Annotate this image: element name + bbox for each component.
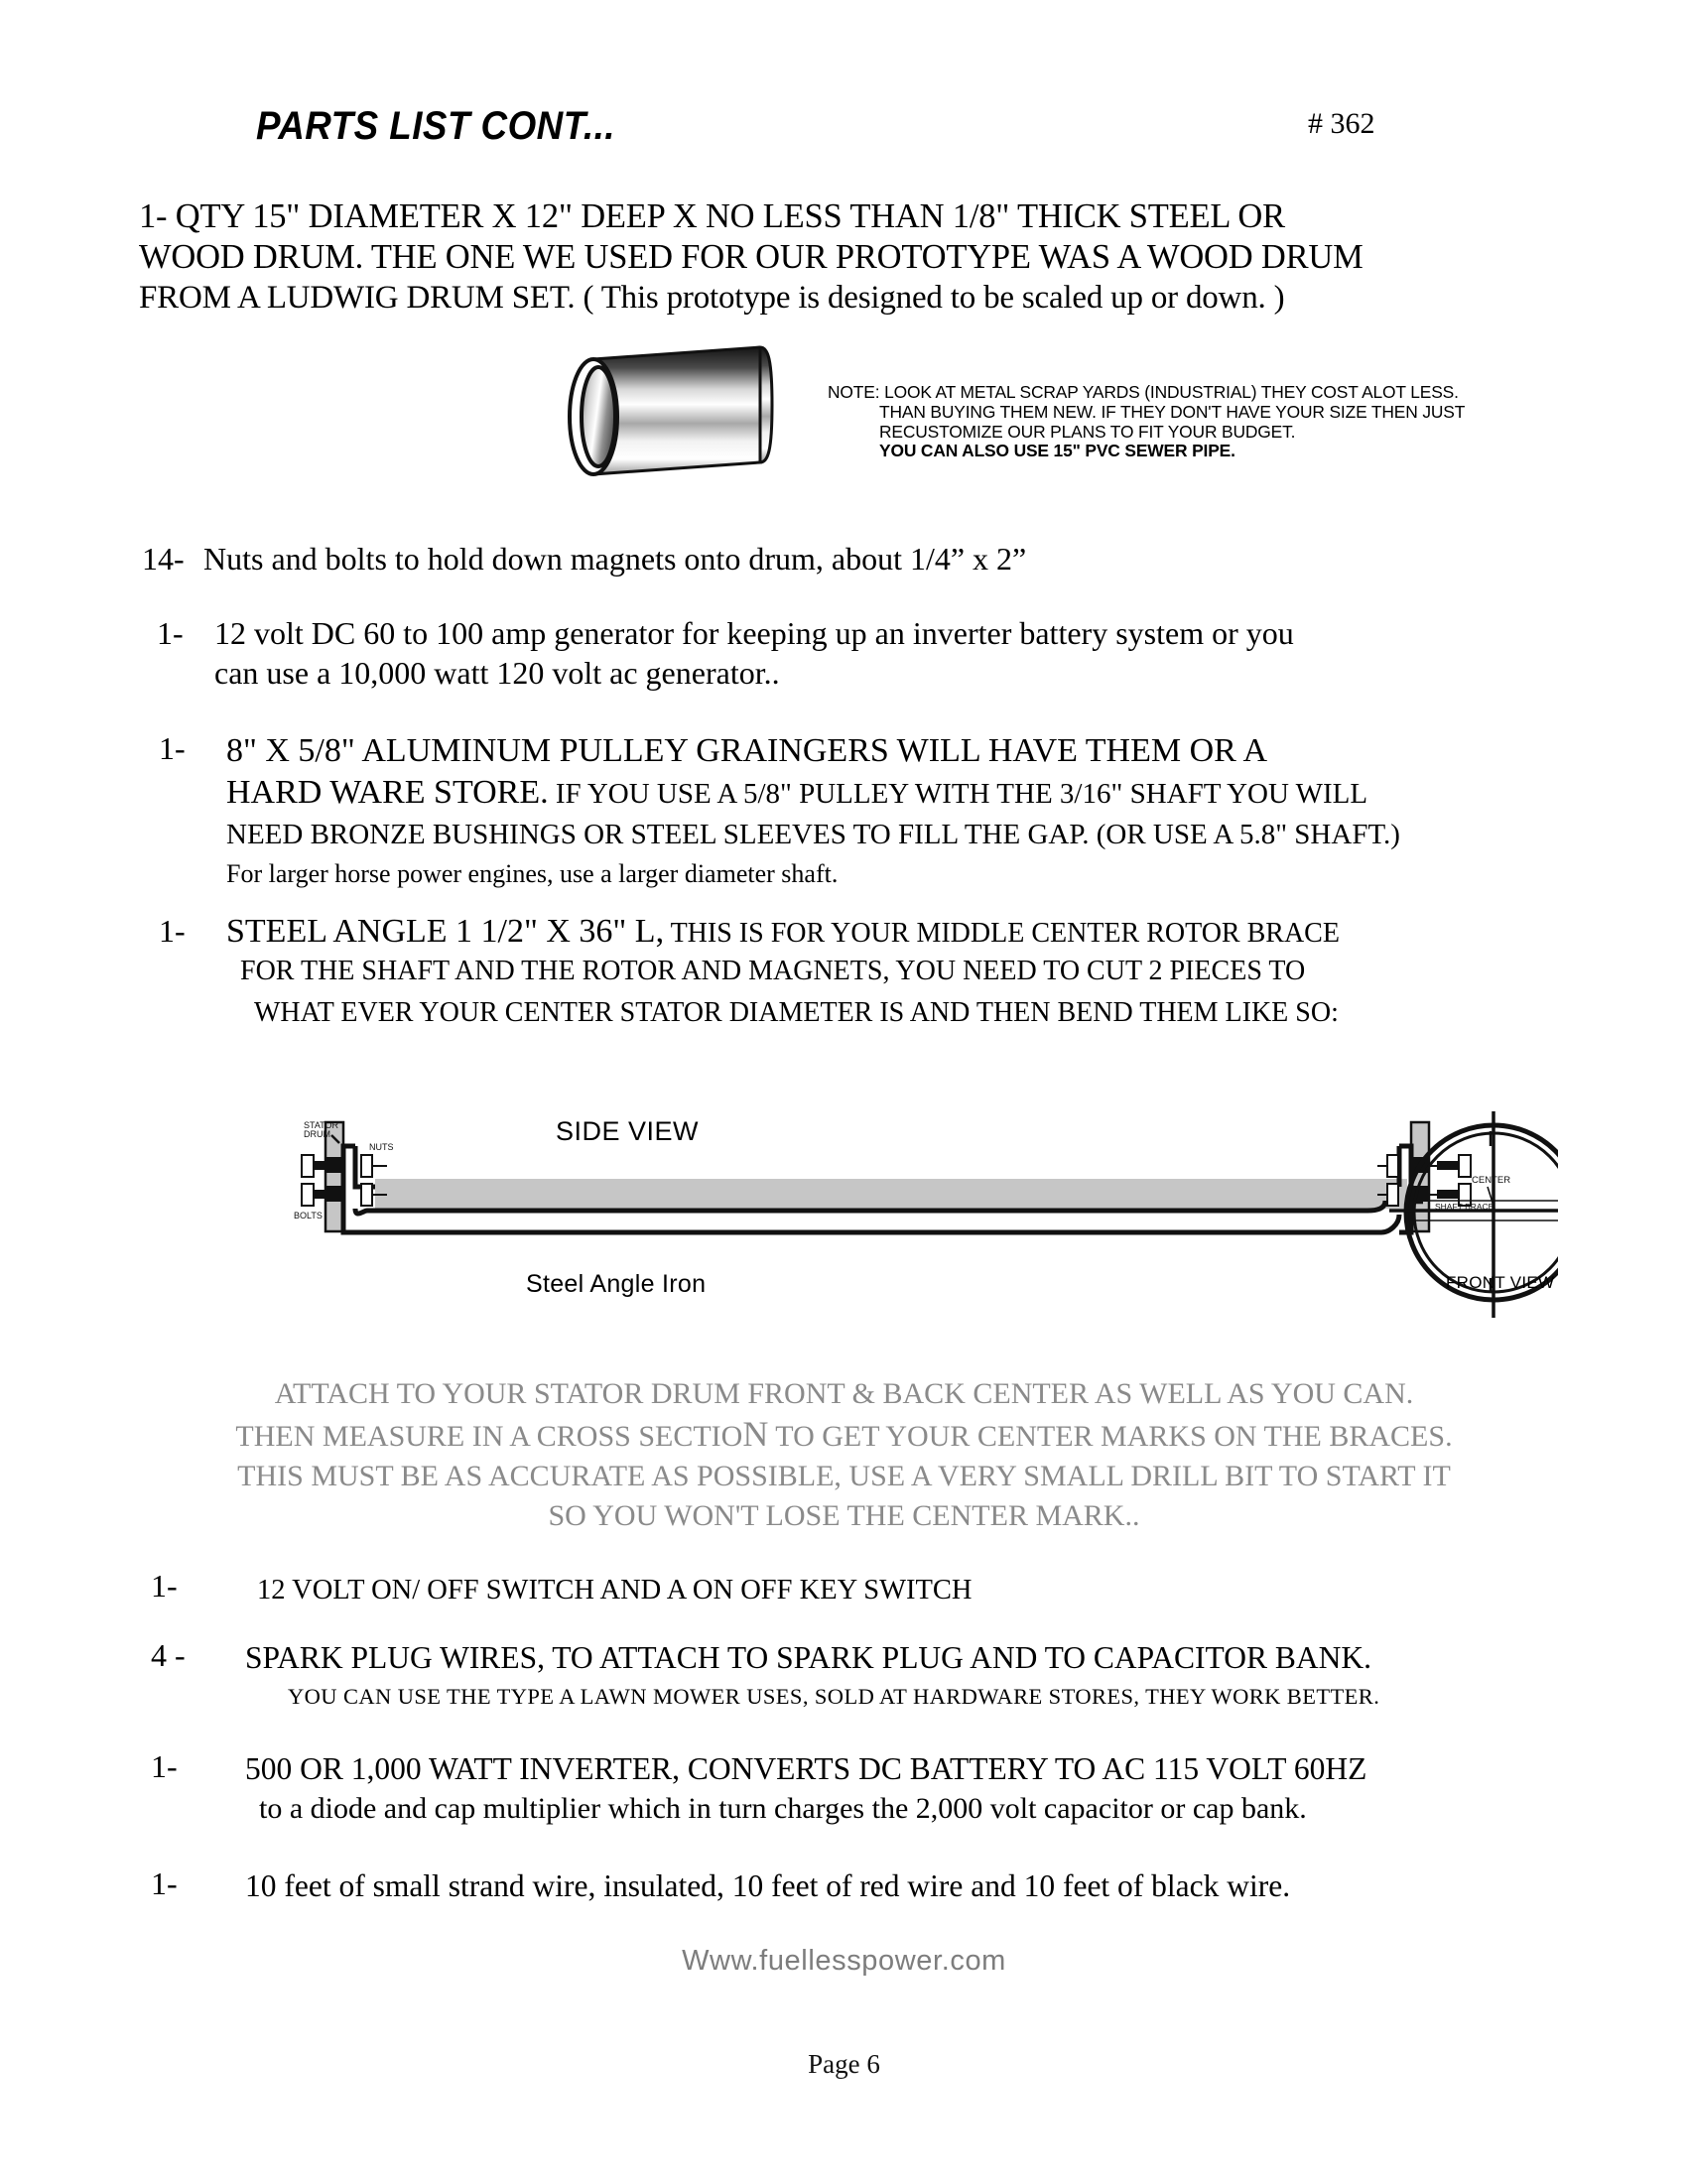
intro-line-2: WOOD DRUM. THE ONE WE USED FOR OUR PROTOTYPE WAS A WOOD DRUM <box>139 238 1363 276</box>
list-item-line-1-emphasis: STEEL ANGLE 1 1/2" X 36" L, <box>226 913 665 950</box>
list-item-qty: 4 - <box>151 1637 186 1673</box>
list-item-qty: 1- <box>157 615 184 651</box>
list-item-qty: 14- <box>142 541 185 577</box>
drum-note-line-2: THAN BUYING THEM NEW. IF THEY DON'T HAVE YOUR SIZE THEN JUST <box>879 401 1466 422</box>
list-item-qty: 1- <box>151 1748 178 1784</box>
callout-center: CENTER <box>1472 1175 1511 1186</box>
list-item-qty: 1- <box>151 1568 178 1604</box>
gray-line-1: ATTACH TO YOUR STATOR DRUM FRONT & BACK CENTER AS WELL AS YOU CAN. <box>274 1377 1414 1410</box>
steel-angle-caption: Steel Angle Iron <box>526 1270 707 1298</box>
list-item-text: 10 feet of small strand wire, insulated, 10 feet of red wire and 10 feet of black wire. <box>245 1868 1291 1903</box>
list-item-line-1: 12 volt DC 60 to 100 amp generator for keeping up an inverter battery system or you <box>214 615 1294 651</box>
callout-nuts: NUTS <box>369 1142 394 1152</box>
callout-bolts: BOLTS <box>294 1211 323 1220</box>
list-item-line-2: can use a 10,000 watt 120 volt ac generator.. <box>214 655 780 691</box>
gray-line-2a: THEN MEASURE IN A CROSS SECTIO <box>235 1420 743 1453</box>
list-item-qty: 1- <box>159 730 186 766</box>
front-view-label: FRONT VIEW <box>1446 1273 1555 1292</box>
gray-instruction-paragraph <box>0 1374 1688 1536</box>
intro-paragraph <box>139 196 1568 319</box>
list-item-qty: 1- <box>159 913 186 949</box>
list-item-line-3: NEED BRONZE BUSHINGS OR STEEL SLEEVES TO FILL THE GAP. (OR USE A 5.8" SHAFT.) <box>226 819 1400 850</box>
list-item-line-2-emphasis: HARD WARE STORE. <box>226 774 549 811</box>
list-item-line-2-rest: IF YOU USE A 5/8" PULLEY WITH THE 3/16" SHAFT YOU WILL <box>548 778 1368 810</box>
callout-stator-drum-line2: DRUM <box>304 1129 330 1139</box>
gray-line-2c: TO GET YOUR CENTER MARKS ON THE BRACES. <box>768 1420 1453 1453</box>
intro-line-3: FROM A LUDWIG DRUM SET. ( This prototype is designed to be scaled up or down. ) <box>139 280 1285 316</box>
page-number: Page 6 <box>808 2049 880 2079</box>
callout-stator-drum-line1: STATOR <box>304 1120 339 1130</box>
website-url[interactable]: Www.fuellesspower.com <box>682 1945 1006 1977</box>
drum-note <box>828 383 1465 461</box>
list-item-qty: 1- <box>151 1865 178 1901</box>
drum-note-line-4: YOU CAN ALSO USE 15" PVC SEWER PIPE. <box>879 441 1235 461</box>
list-item-text: Nuts and bolts to hold down magnets onto drum, about 1/4” x 2” <box>203 541 1027 577</box>
list-item-text: 12 VOLT ON/ OFF SWITCH AND A ON OFF KEY SWITCH <box>257 1575 973 1606</box>
callout-shaft-brace: SHAFT BRACE <box>1435 1202 1494 1212</box>
list-item-line-1-rest: THIS IS FOR YOUR MIDDLE CENTER ROTOR BRACE <box>664 918 1340 949</box>
side-view-label: SIDE VIEW <box>556 1116 700 1146</box>
steel-angle-diagram <box>268 1092 1558 1340</box>
document-number: # 362 <box>1308 107 1375 140</box>
list-item-line-4: For larger horse power engines, use a larger diameter shaft. <box>226 859 839 888</box>
list-item-line-1: 8" X 5/8" ALUMINUM PULLEY GRAINGERS WILL HAVE THEM OR A <box>226 732 1268 769</box>
page-title: PARTS LIST CONT... <box>256 104 615 148</box>
drum-illustration <box>556 337 804 484</box>
intro-line-1: 1- QTY 15" DIAMETER X 12" DEEP X NO LESS THAN 1/8" THICK STEEL OR <box>139 197 1285 235</box>
spark-plug-subtext: YOU CAN USE THE TYPE A LAWN MOWER USES, SOLD AT HARDWARE STORES, THEY WORK BETTER. <box>288 1684 1380 1709</box>
list-item-line-3: WHAT EVER YOUR CENTER STATOR DIAMETER IS AND THEN BEND THEM LIKE SO: <box>254 997 1339 1028</box>
gray-line-4: SO YOU WON'T LOSE THE CENTER MARK.. <box>548 1499 1140 1532</box>
drum-note-line-1: NOTE: LOOK AT METAL SCRAP YARDS (INDUSTRIAL) THEY COST ALOT LESS. <box>828 382 1459 402</box>
list-item-text: SPARK PLUG WIRES, TO ATTACH TO SPARK PLUG AND TO CAPACITOR BANK. <box>245 1640 1371 1675</box>
list-item-line-2: to a diode and cap multiplier which in turn charges the 2,000 volt capacitor or cap bank. <box>259 1792 1307 1825</box>
list-item-line-2: FOR THE SHAFT AND THE ROTOR AND MAGNETS, YOU NEED TO CUT 2 PIECES TO <box>240 956 1306 986</box>
gray-line-2b: N <box>742 1414 769 1454</box>
drum-note-line-3: RECUSTOMIZE OUR PLANS TO FIT YOUR BUDGET. <box>879 421 1296 442</box>
gray-line-3: THIS MUST BE AS ACCURATE AS POSSIBLE, USE A VERY SMALL DRILL BIT TO START IT <box>237 1460 1451 1492</box>
list-item-line-1: 500 OR 1,000 WATT INVERTER, CONVERTS DC BATTERY TO AC 115 VOLT 60HZ <box>245 1751 1367 1786</box>
